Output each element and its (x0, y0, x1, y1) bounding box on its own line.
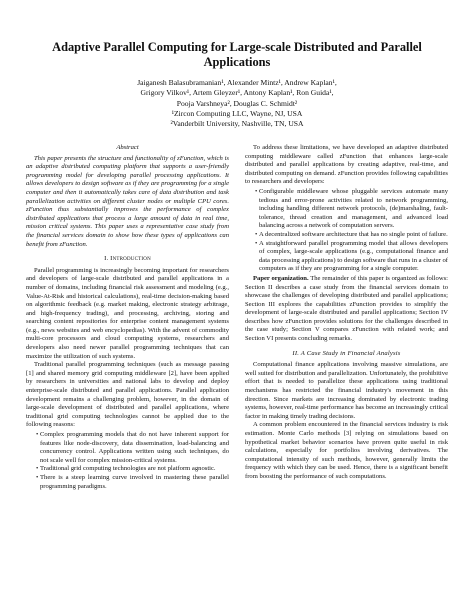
list-item: • There is a steep learning curve involved in mastering these parallel programming paradigms. (40, 474, 229, 491)
paragraph: A common problem encountered in the financial services industry is risk estimation. Monte Carlo methods [3] relying on simulations based on hypothetical market behavior scenarios have proven quite useful in risk calculations, especially for portfolios involving derivatives. The computational intensity of such methods, however, generally limits the frequency with which they can be used. Hence, there is a significant benefit from boosting the performance of such computations. (245, 421, 448, 480)
author-line: Jaiganesh Balasubramanian¹, Alexander Mintz¹, Andrew Kaplan¹, (137, 78, 337, 87)
list-item: • Configurable middleware whose pluggable services automate many tedious and error-prone activities related to network programming, including handling different network protocols, (de)marshaling, fault-tolerance, thread creation and management, and advanced load balancing across a network of computation servers. (259, 188, 448, 231)
paragraph: Parallel programming is increasingly becoming important for researchers and developers of large-scale distributed and parallel applications in a number of domains, including financial risk assessment and modeling (e.g., Value-At-Risk and historical calculations), real-time decision-making based on algorithmic feedback (e.g. market making, electronic strategy arbitrage, and high-frequency trading), and processing, archiving, storing and searching content repositories for enterprise content management systems (e.g., news websites and web encyclopedias). With the advent of commodity multi-core processors and cloud computing systems, researchers and developers also need newer parallel programming techniques that can maximize the utilization of such systems. (26, 266, 229, 360)
paragraph-lead: Paper organization. (253, 274, 309, 282)
paragraph: To address these limitations, we have developed an adaptive distributed computing middleware called zFunction that enhances large-scale distributed and parallel applications by creating adaptive, real-time, and distributed computing on demand. zFunction provides following capabilities to researchers and developers: (245, 144, 448, 186)
list-item: • Traditional grid computing technologies are not platform agnostic. (40, 465, 229, 474)
right-column (245, 144, 448, 492)
list-item: • A straightforward parallel programming model that allows developers of complex, large-scale applications (e.g., computational finance and data processing applications) to design software that runs in a cluster of computers as if they are programming for a single computer. (259, 240, 448, 274)
list-item: • A decentralized software architecture that has no single point of failure. (259, 231, 448, 240)
abstract-text: This paper presents the structure and functionality of zFunction, which is an adaptive distributed computing platform that supports a user-friendly programming model for developing parallel processing applications. It allows developers to design software as if they are programming for a single computer and then it automatically takes care of data distribution and task parallelization activities on different cluster nodes or multiple CPU cores. zFunction thus substantially improves the performance of complex distributed applications that process a large amount of data in real time, mission critical systems. This paper uses a representative case study from the financial services domain to show how these types of applications can benefit from zFunction. (26, 154, 229, 248)
bullet-list (245, 188, 448, 274)
list-item: • Complex programming models that do not have inherent support for features like node-discovery, data dissemination, load-balancing and concurrency control. Applications written using such techniques, do not scale well for complex mission-critical systems. (40, 431, 229, 465)
paragraph-body: The remainder of this paper is organized as follows: Section II describes a case study from the financial services domain to showcase the challenges of developing distributed and parallel applications; Section III explores the capabilities zFunction provides to simplify the development of large-scale distributed and parallel applications; Section IV describes how zFunction provides solutions for the challenges described in the case study; Section V compares zFunction with related work; and Section VI presents concluding remarks. (245, 274, 448, 343)
abstract-heading: Abstract (116, 144, 139, 151)
affiliation-line: ²Vanderbilt University, Nashville, TN, USA (170, 119, 304, 129)
section-heading-introduction: I. Introduction (104, 255, 151, 263)
paragraph (245, 275, 448, 344)
left-column (26, 144, 229, 492)
author-block (26, 78, 448, 129)
author-line: Grigory Vilkov¹, Artem Gleyzer¹, Antony Kaplan¹, Ron Guida¹, (140, 88, 334, 98)
paper-title: Adaptive Parallel Computing for Large-scale Distributed and Parallel Applications (52, 40, 422, 69)
two-column-body (26, 144, 448, 492)
author-line: Pooja Varshneya², Douglas C. Schmidt² (176, 98, 298, 108)
paragraph: Computational finance applications involving massive simulations, are well suited for distribution and parallelization. Unfortunately, the prohibitive effort that is needed to parallelize these applications using traditional mechanisms has restricted the financial industry's movement in this direction. Since markets are increasing dominated by electronic trading systems, however, real-time performance has become an increasingly critical factor in making timely trading decisions. (245, 361, 448, 420)
bullet-list (26, 431, 229, 491)
section-heading-case-study: II. A Case Study in Financial Analysis (292, 349, 401, 357)
affiliation-line: ¹Zircon Computing LLC, Wayne, NJ, USA (171, 108, 303, 118)
paragraph: Traditional parallel programming techniques (such as message passing [1] and shared memory grid computing middleware [2], have been applied by researchers in universities and national labs to develop and deploy enterprise-scale distributed and parallel applications. Parallel application development remains a challenging problem, however, in the domain of large-scale development of distributed and parallel applications, where traditional grid computing technologies cannot be applied due to the following reasons: (26, 361, 229, 429)
